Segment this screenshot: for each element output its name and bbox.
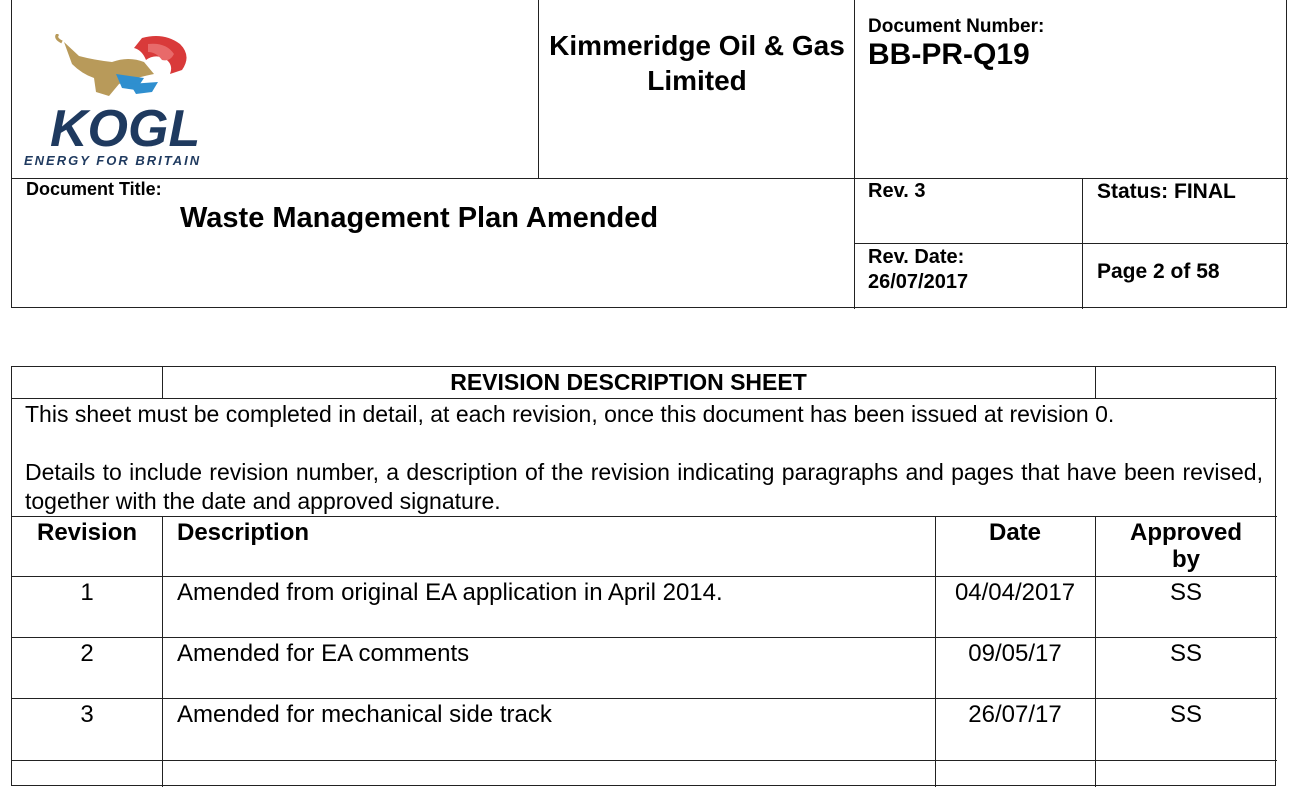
document-title: Waste Management Plan Amended <box>180 202 659 234</box>
divider <box>12 516 1277 517</box>
table-cell-date: 09/05/17 <box>968 640 1062 667</box>
table-cell-approved: SS <box>1169 701 1202 728</box>
column-header-date: Date <box>988 519 1042 546</box>
by-label: by <box>1171 546 1200 573</box>
column-header-revision: Revision <box>36 519 138 546</box>
svg-text:ENERGY FOR BRITAIN: ENERGY FOR BRITAIN <box>24 153 202 168</box>
divider <box>12 576 1277 577</box>
table-cell-date: 04/04/2017 <box>954 579 1076 606</box>
approved-label: Approved <box>1129 519 1242 546</box>
document-header <box>11 0 1287 308</box>
table-cell-description: Amended for mechanical side track <box>177 701 552 728</box>
table-cell-approved: SS <box>1169 579 1202 606</box>
page-number: Page 2 of 58 <box>1097 260 1220 283</box>
status: Status: FINAL <box>1097 180 1236 203</box>
sheet-instruction: This sheet must be completed in detail, at each revision, once this document has been issued at revision 0. <box>25 401 1115 427</box>
revision-date-value: 26/07/2017 <box>868 271 969 293</box>
column-header-approved-by <box>1095 519 1277 574</box>
table-cell-description: Amended for EA comments <box>177 640 470 667</box>
sheet-instruction-details: Details to include revision number, a description of the revision indicating paragraphs and pages that have been revised, together with the date and approved signature. <box>25 459 1263 514</box>
company-logo <box>12 0 539 178</box>
divider <box>1095 367 1096 398</box>
table-cell-revision: 1 <box>80 579 94 606</box>
company-name: Kimmeridge Oil & Gas Limited <box>549 30 845 96</box>
divider <box>12 698 1277 699</box>
table-cell-approved: SS <box>1169 640 1202 667</box>
column-header-description: Description <box>177 519 310 546</box>
revision-date <box>868 245 968 295</box>
revision-description-sheet <box>11 366 1276 786</box>
divider <box>12 760 1277 761</box>
document-title-label: Document Title: <box>26 179 162 199</box>
svg-text:KOGL: KOGL <box>50 100 201 158</box>
divider <box>12 178 1288 179</box>
divider <box>162 516 163 787</box>
revision-date-label: Rev. Date: <box>868 246 965 268</box>
sheet-title: REVISION DESCRIPTION SHEET <box>450 369 807 395</box>
divider <box>12 637 1277 638</box>
document-number-label: Document Number: <box>868 16 1045 37</box>
lion-logo-icon <box>24 34 224 170</box>
divider <box>854 243 1288 244</box>
revision-number: Rev. 3 <box>868 180 926 202</box>
table-cell-revision: 3 <box>80 701 94 728</box>
table-cell-date: 26/07/17 <box>968 701 1062 728</box>
document-number: BB-PR-Q19 <box>868 38 1030 71</box>
divider <box>12 398 1277 399</box>
table-cell-revision: 2 <box>80 640 94 667</box>
table-cell-description: Amended from original EA application in April 2014. <box>177 579 723 606</box>
